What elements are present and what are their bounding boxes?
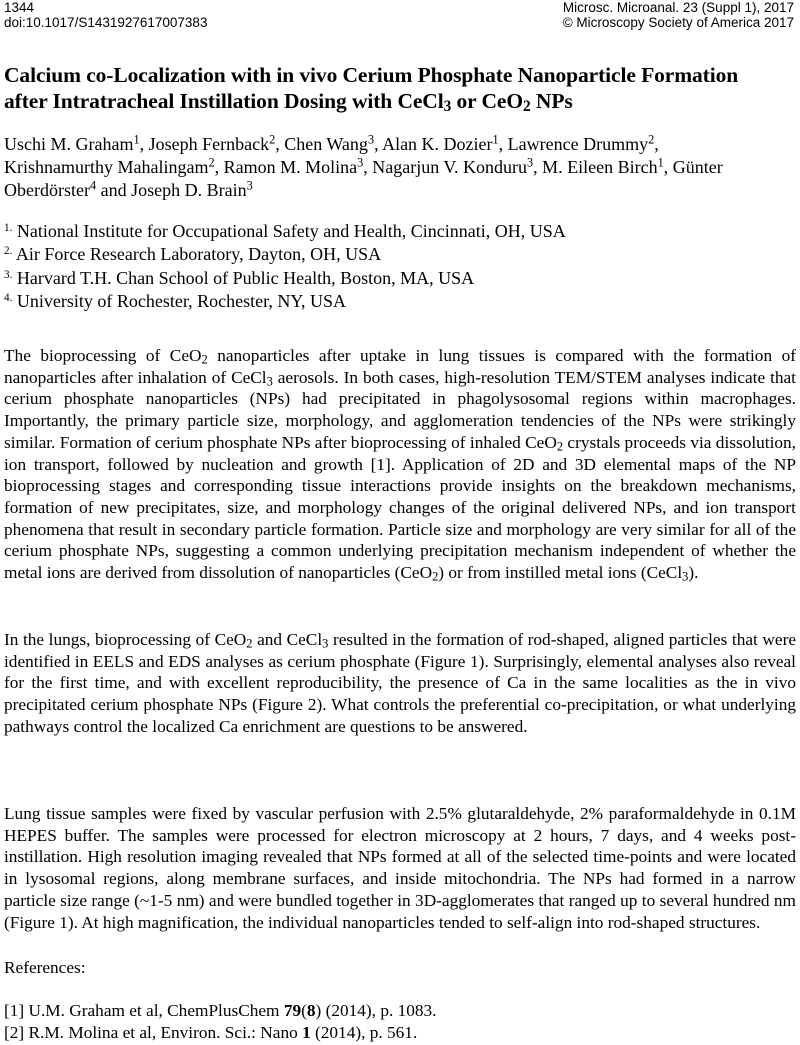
references-heading: References:	[4, 958, 86, 977]
title-text-b: or CeO	[451, 89, 523, 113]
paragraph-text: ) or from instilled metal ions (CeCl	[438, 563, 683, 583]
author-affil-mark: 3	[246, 178, 253, 193]
author-line-3	[4, 179, 796, 202]
author-name: , Günter	[663, 157, 723, 177]
author-affil-mark: 1	[492, 132, 499, 147]
title-line-2	[4, 88, 794, 114]
affiliation-number: 4.	[4, 291, 13, 304]
body-paragraph-2	[4, 629, 796, 738]
affiliation-text: University of Rochester, Rochester, NY, USA	[12, 290, 347, 311]
paragraph-text: and CeCl	[252, 630, 323, 649]
author-name: , Chen Wang	[275, 134, 368, 154]
author-affil-mark: 1	[133, 132, 140, 147]
running-header-right	[563, 0, 794, 30]
subscript: 3	[266, 374, 273, 389]
author-line-1	[4, 133, 796, 156]
reference-item	[4, 1022, 436, 1044]
affiliation-text: National Institute for Occupational Safety and Health, Cincinnati, OH, USA	[12, 221, 566, 241]
reference-volume: 79	[283, 1001, 302, 1020]
subscript: 3	[322, 636, 329, 651]
paragraph-text: ).	[688, 563, 699, 583]
author-name: , Ramon M. Molina	[214, 157, 358, 177]
affiliation-number: 2.	[4, 245, 13, 258]
paper-title	[4, 62, 794, 114]
doi: doi:10.1017/S1431927617007383	[4, 15, 208, 30]
running-header-left	[4, 0, 207, 30]
affiliation	[4, 267, 796, 290]
paragraph-text: In the lungs, bioprocessing of CeO	[4, 630, 247, 649]
author-affil-mark: 3	[527, 155, 534, 170]
reference-text: [2] R.M. Molina et al, Environ. Sci.: Nano	[4, 1023, 303, 1043]
author-name: Krishnamurthy Mahalingam	[4, 157, 209, 177]
author-affil-mark: 2	[269, 132, 276, 147]
author-name: , Lawrence Drummy	[498, 134, 649, 154]
author-name: Oberdörster	[4, 180, 90, 200]
paragraph-text: resulted in the formation of rod-shaped, aligned particles that were identified in EELS and EDS analyses as cerium phosphate (Figure 1). Surprisingly, elemental analyses also reveal for the first time, and with excellent reproducibility, the presence of Ca in the same localities as the in vivo precipitated cerium phosphate NPs (Figure 2). What controls the preferential co-precipitation, or what underlying pathways control the localized Ca enrichment are questions to be answered.	[4, 630, 796, 736]
subscript: 2	[432, 569, 439, 584]
reference-item	[4, 1000, 436, 1022]
subscript: 2	[556, 439, 564, 454]
author-name: , Alan K. Dozier	[374, 134, 493, 154]
title-text-c: NPs	[530, 89, 573, 113]
copyright: © Microscopy Society of America 2017	[562, 15, 794, 30]
journal-citation: Microsc. Microanal. 23 (Suppl 1), 2017	[562, 0, 794, 15]
title-line-1: Calcium co-Localization with in vivo Cerium Phosphate Nanoparticle Formation	[4, 63, 739, 87]
reference-text: [1] U.M. Graham et al, ChemPlusChem	[4, 1001, 284, 1020]
author-name: Uschi M. Graham	[4, 134, 134, 154]
reference-text: (2014), p. 1083.	[321, 1001, 437, 1020]
affiliation	[4, 243, 796, 266]
paragraph-text: aerosols. In both cases, high-resolution TEM/STEM analyses indicate that cerium phosphate nanoparticles (NPs) had precipitated in phagolysosomal regions within macrophages. Importantly, the primary particle size, morphology, and agglomeration tendencies of the NPs were strikingly similar. Formation of cerium phosphate NPs after bioprocessing of inhaled CeO	[4, 367, 796, 452]
body-paragraph-3: Lung tissue samples were fixed by vascular perfusion with 2.5% glutaraldehyde, 2% paraformaldehyde in 0.1M HEPES buffer. The samples were processed for electron microscopy at 2 hours, 7 days, and 4 weeks post-instillation. High resolution imaging revealed that NPs formed at all of the selected time-points and were located in lysosomal regions, along membrane surfaces, and inside mitochondria. The NPs had formed in a narrow particle size range (~1-5 nm) and were bundled together in 3D-agglomerates that ranged up to several hundred nm (Figure 1). At high magnification, the individual nanoparticles tended to self-align into rod-shaped structures.	[4, 804, 796, 932]
affiliation	[4, 290, 796, 313]
paragraph-text: The bioprocessing of CeO	[4, 346, 202, 365]
reference-issue: 8	[306, 1001, 316, 1020]
title-sub-2: 2	[523, 98, 531, 116]
affiliation	[4, 220, 796, 243]
subscript: 2	[246, 636, 253, 651]
affiliation-list	[4, 220, 796, 313]
author-list	[4, 133, 796, 202]
body-paragraph-1	[4, 345, 796, 584]
author-name: and Joseph D. Brain	[96, 180, 247, 200]
author-separator: ,	[654, 134, 659, 154]
paragraph-text: crystals proceeds via dissolution, ion transport, followed by nucleation and growth [1]. Application of 2D and 3D elemental maps of the NP bioprocessing stages and corresponding tissue interactions provide insights on the breakdown mechanisms, formation of new precipitates, size, and morphology changes of the original delivered NPs, and ion transport phenomena that result in secondary particle formation. Particle size and morphology are very similar for all of the cerium phosphate NPs, suggesting a common underlying precipitation mechanism independent of whether the metal ions are derived from dissolution of nanoparticles (CeO	[4, 432, 796, 583]
reference-text: (	[301, 1001, 307, 1020]
reference-volume: 1	[302, 1023, 311, 1043]
title-sub-1: 3	[443, 98, 452, 116]
author-affil-mark: 3	[367, 132, 375, 147]
author-affil-mark: 2	[208, 155, 215, 170]
author-name: , Nagarjun V. Konduru	[363, 157, 528, 177]
title-text-a: after Intratracheal Instillation Dosing with CeCl	[4, 89, 444, 113]
affiliation-text: Air Force Research Laboratory, Dayton, OH, USA	[12, 244, 382, 265]
affiliation-text: Harvard T.H. Chan School of Public Health, Boston, MA, USA	[12, 267, 475, 288]
author-affil-mark: 2	[648, 132, 655, 147]
affiliation-number: 1.	[4, 221, 13, 234]
author-name: , M. Eileen Birch	[533, 157, 658, 177]
paragraph-text: nanoparticles after uptake in lung tissues is compared with the formation of nanoparticles after inhalation of CeCl	[4, 346, 796, 387]
author-line-2	[4, 156, 796, 179]
subscript: 3	[682, 569, 689, 584]
subscript: 2	[201, 352, 208, 367]
reference-text: )	[315, 1001, 322, 1020]
author-affil-mark: 4	[89, 178, 97, 193]
page-number: 1344	[4, 0, 35, 15]
author-affil-mark: 3	[357, 155, 364, 170]
author-affil-mark: 1	[657, 155, 664, 170]
reference-list	[4, 1000, 436, 1045]
reference-text: (2014), p. 561.	[310, 1023, 418, 1043]
affiliation-number: 3.	[4, 268, 13, 281]
author-name: , Joseph Fernback	[139, 134, 270, 154]
